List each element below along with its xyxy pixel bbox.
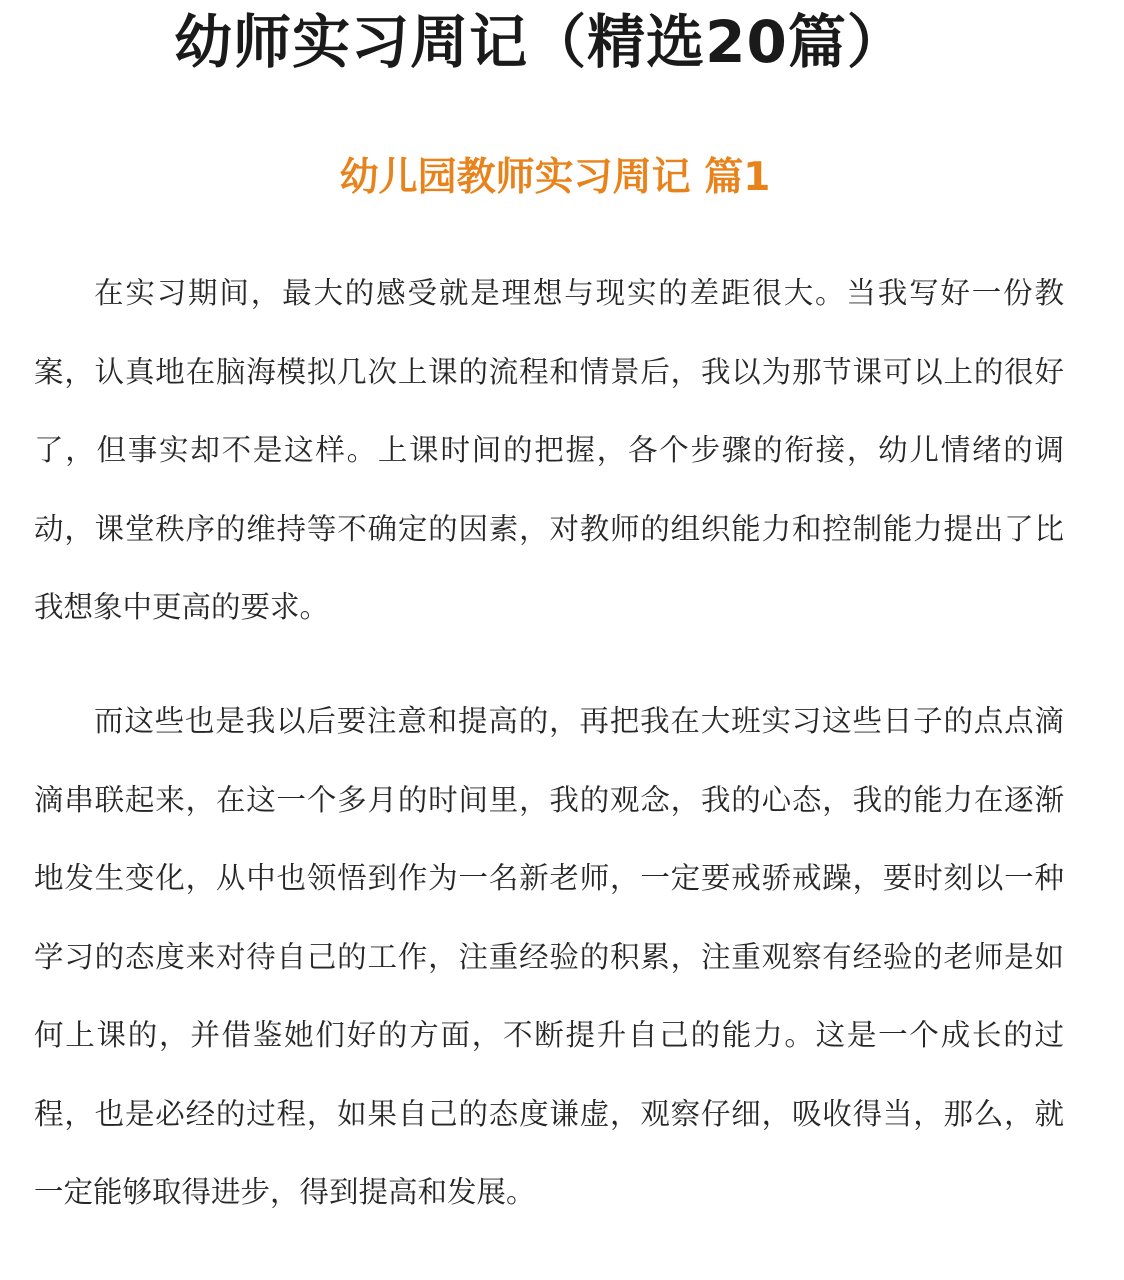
document-title: 幼师实习周记（精选20篇）: [174, 8, 906, 76]
section-title: 幼儿园教师实习周记 篇1: [339, 155, 771, 200]
body-paragraph-2: 而这些也是我以后要注意和提高的，再把我在大班实习这些日子的点点滴滴串联起来，在这一个多月的时间里，我的观念，我的心态，我的能力在逐渐地发生变化，从中也领悟到作为一名新老师，一定要戒骄戒躁，要时刻以一种学习的态度来对待自己的工作，注重经验的积累，注重观察有经验的老师是如何上课的，并借鉴她们好的方面，不断提升自己的能力。这是一个成长的过程，也是必经的过程，如果自己的态度谦虚，观察仔细，吸收得当，那么，就一定能够取得进步，得到提高和发展。: [34, 704, 1064, 1209]
body-paragraph-1: 在实习期间，最大的感受就是理想与现实的差距很大。当我写好一份教案，认真地在脑海模拟几次上课的流程和情景后，我以为那节课可以上的很好了，但事实却不是这样。上课时间的把握，各个步骤的衔接，幼儿情绪的调动，课堂秩序的维持等不确定的因素，对教师的组织能力和控制能力提出了比我想象中更高的要求。: [34, 276, 1064, 624]
